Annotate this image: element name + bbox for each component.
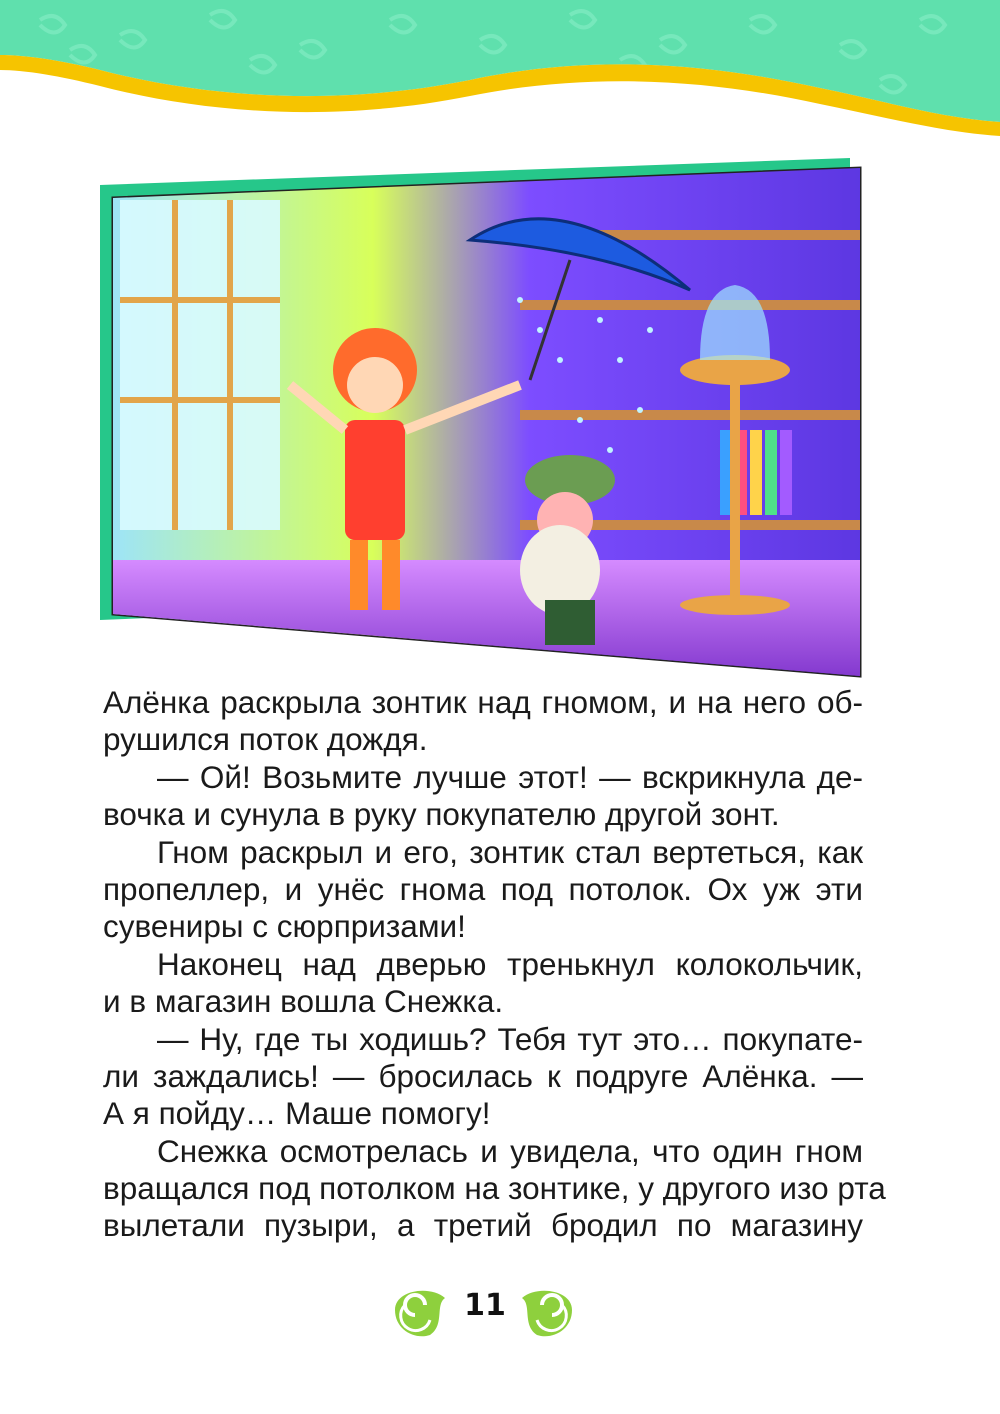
story-line: вращался под потолком на зонтике, у другого изо рта (103, 1170, 886, 1207)
story-line: ли заждались! — бросилась к подруге Алёнка. — (103, 1057, 863, 1094)
story-illustration (0, 0, 1000, 700)
story-text (103, 684, 886, 1245)
story-line: рушился поток дождя. (103, 721, 428, 758)
story-line: вочка и сунула в руку покупателю другой зонт. (103, 796, 780, 833)
story-line: А я пойду… Маше помогу! (103, 1095, 491, 1132)
story-line: — Ой! Возьмите лучше этот! — вскрикнула де- (157, 758, 863, 795)
story-line: вылетали пузыри, а третий бродил по магазину (103, 1207, 863, 1244)
story-line: Наконец над дверью тренькнул колокольчик, (157, 945, 863, 982)
page-number: 11 (464, 1288, 506, 1323)
story-line: сувениры с сюрпризами! (103, 908, 466, 945)
leaf-swirl-icon (395, 1291, 445, 1336)
story-line: Алёнка раскрыла зонтик над гномом, и на него об- (103, 684, 863, 720)
story-line: и в магазин вошла Снежка. (103, 983, 504, 1020)
story-line: Снежка осмотрелась и увидела, что один гном (157, 1132, 863, 1169)
story-line: пропеллер, и унёс гнома под потолок. Ох уж эти (103, 870, 863, 907)
story-line: Гном раскрыл и его, зонтик стал вертеться, как (157, 833, 863, 870)
story-line: — Ну, где ты ходишь? Тебя тут это… покупате- (157, 1020, 863, 1057)
